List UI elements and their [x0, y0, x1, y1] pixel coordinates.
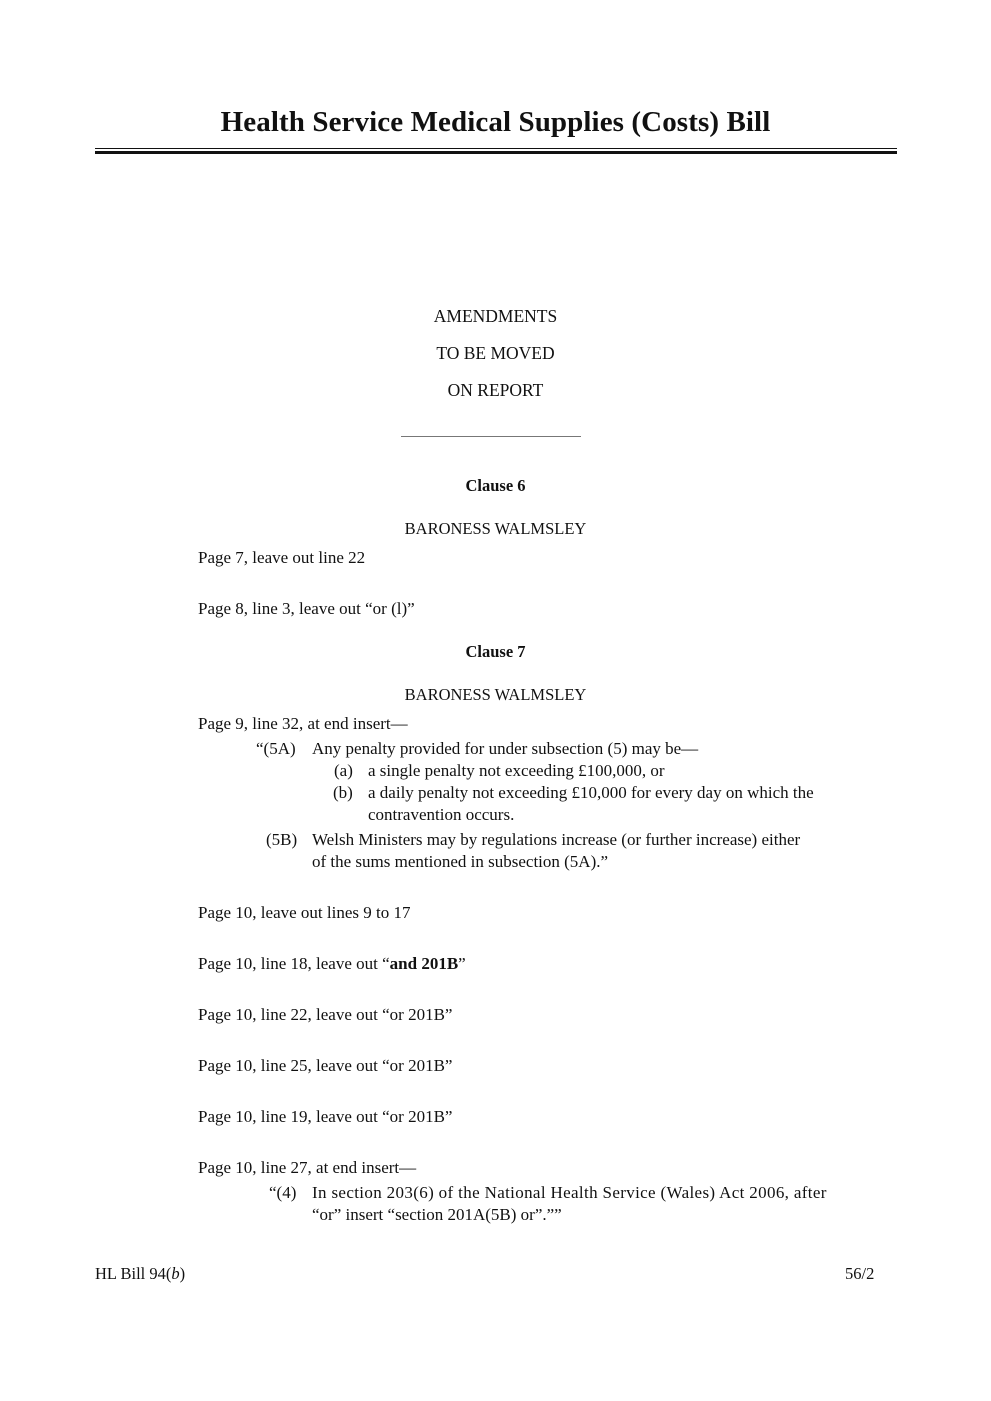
paragraph-a-label: (a) [334, 761, 353, 780]
subsection-4-text-line2: “or” insert “section 201A(5B) or”.”” [312, 1205, 562, 1224]
amendment-page10-line27-intro: Page 10, line 27, at end insert— [198, 1158, 417, 1177]
subsection-5a-label: “(5A) [256, 739, 296, 758]
amendment-page10-line18-prefix: Page 10, line 18, leave out “ [198, 954, 390, 973]
amendment-page10-line18 [198, 954, 466, 974]
bill-title: Health Service Medical Supplies (Costs) Bill [220, 106, 771, 138]
subsection-4-label: “(4) [269, 1183, 297, 1202]
amendment-page10-line22: Page 10, line 22, leave out “or 201B” [198, 1005, 453, 1024]
section-divider [401, 436, 581, 437]
paragraph-b-text-line2: contravention occurs. [368, 805, 515, 824]
footer-bill-reference [95, 1264, 185, 1284]
bill-ref-italic: b [171, 1264, 180, 1283]
bill-ref-suffix: ) [179, 1264, 186, 1283]
footer-page-reference: 56/2 [845, 1264, 875, 1283]
amendment-page10-line18-bold: and 201B [389, 954, 459, 973]
bill-ref-prefix: HL Bill 94( [95, 1264, 172, 1283]
clause-7-heading: Clause 7 [465, 642, 526, 661]
amendment-page9-line32-intro: Page 9, line 32, at end insert— [198, 714, 408, 733]
amendment-page10-lines9-17: Page 10, leave out lines 9 to 17 [198, 903, 411, 922]
amendment-page7-line22: Page 7, leave out line 22 [198, 548, 366, 567]
amendment-page10-line18-suffix: ” [458, 954, 466, 973]
subsection-5b-label: (5B) [266, 830, 298, 849]
paragraph-a-text: a single penalty not exceeding £100,000, or [368, 761, 665, 780]
paragraph-b-label: (b) [333, 783, 353, 802]
subsection-5b-text-line1: Welsh Ministers may by regulations increase (or further increase) either [312, 830, 801, 849]
paragraph-b-text-line1: a daily penalty not exceeding £10,000 for every day on which the [368, 783, 814, 802]
preamble-line-on-report: ON REPORT [447, 380, 544, 400]
title-rule-thin [95, 148, 897, 149]
title-rule-thick [95, 151, 897, 154]
clause-6-mover: BARONESS WALMSLEY [404, 519, 587, 538]
subsection-5a-text: Any penalty provided for under subsection (5) may be— [312, 739, 699, 758]
clause-7-mover: BARONESS WALMSLEY [404, 685, 587, 704]
amendment-page10-line19: Page 10, line 19, leave out “or 201B” [198, 1107, 453, 1126]
preamble-line-to-be-moved: TO BE MOVED [436, 343, 555, 363]
clause-6-heading: Clause 6 [465, 476, 526, 495]
amendment-page8-line3: Page 8, line 3, leave out “or (l)” [198, 599, 415, 618]
amendment-page10-line25: Page 10, line 25, leave out “or 201B” [198, 1056, 453, 1075]
preamble-line-amendments: AMENDMENTS [433, 306, 558, 326]
subsection-5b-text-line2: of the sums mentioned in subsection (5A).” [312, 852, 609, 871]
subsection-4-text-line1: In section 203(6) of the National Health Service (Wales) Act 2006, after [312, 1183, 827, 1202]
